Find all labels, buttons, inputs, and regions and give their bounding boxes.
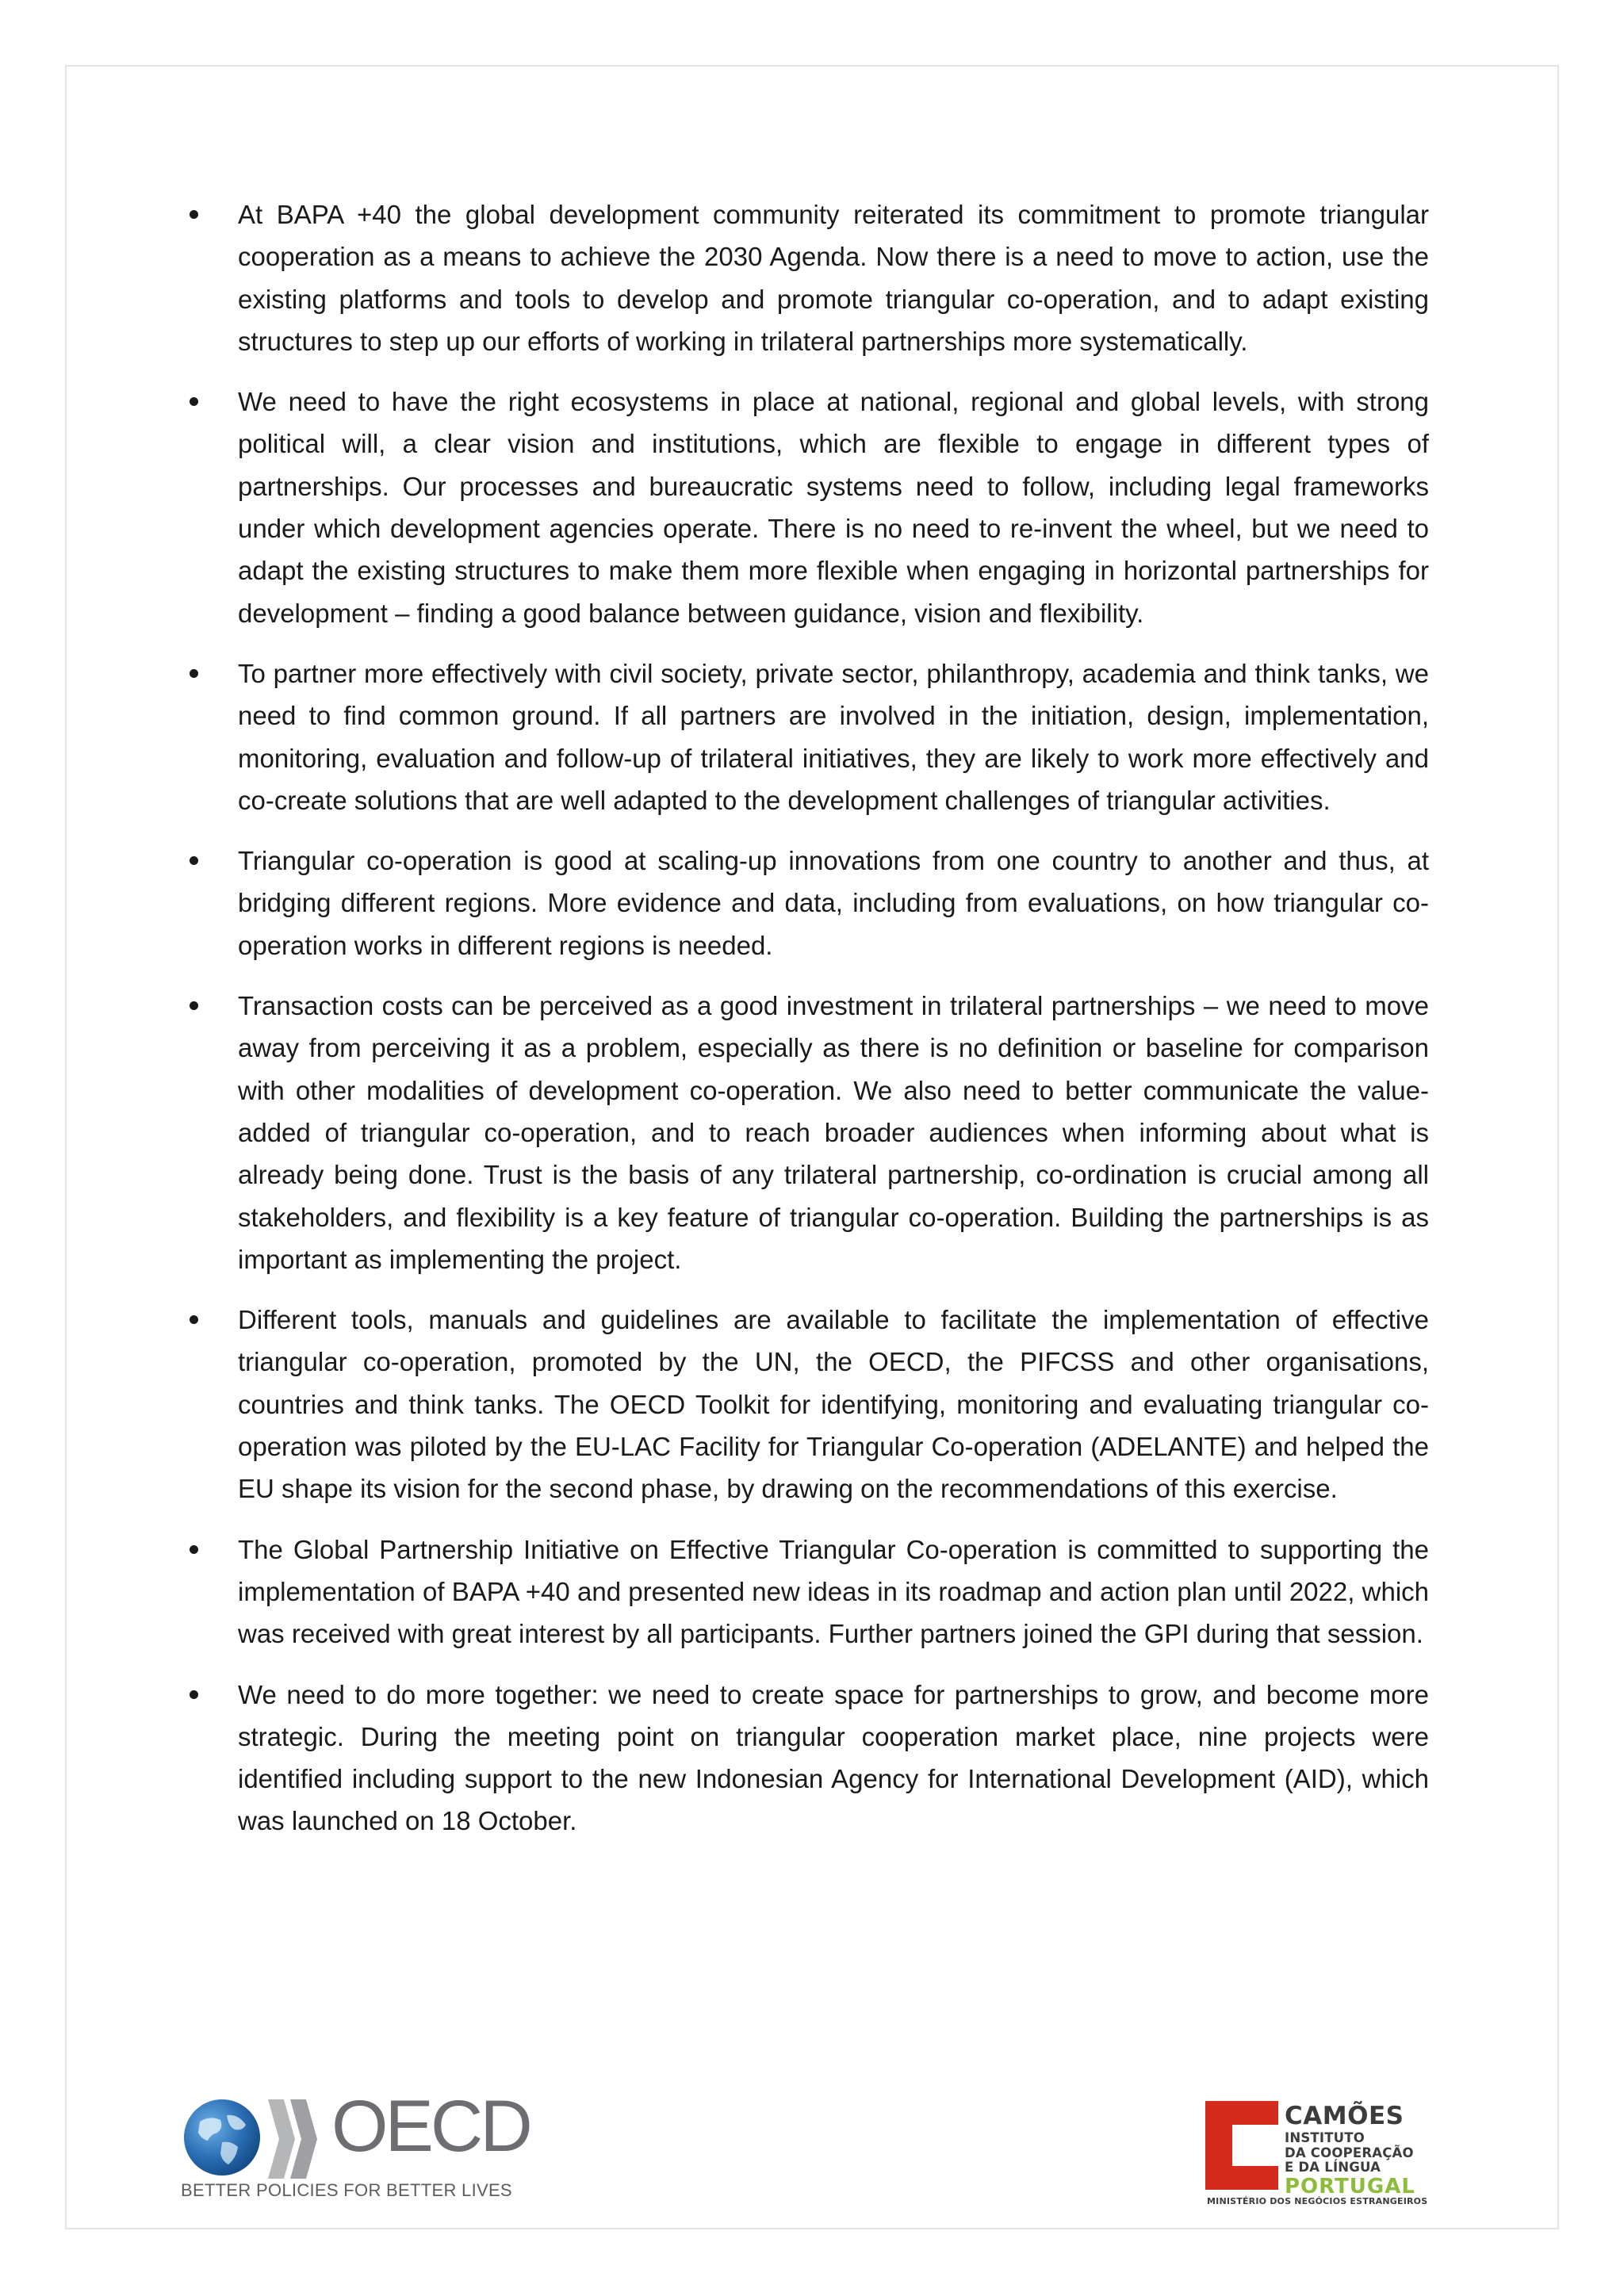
camoes-line-2: DA COOPERAÇÃO xyxy=(1285,2145,1414,2160)
bullet-text: To partner more effectively with civil society, private sector, philanthropy, academia and think tanks, we need to find common ground. If all partners are involved in the initiation, design, implementation, monitoring, evaluation and follow-up of trilateral initiatives, they are likely to work more effectively and co-create solutions that are well adapted to the development challenges of triangular activities. xyxy=(238,658,1429,815)
bullet-item xyxy=(238,652,1429,821)
bullet-list xyxy=(238,193,1429,1843)
document-body xyxy=(238,193,1429,1861)
camoes-line-3: E DA LÍNGUA xyxy=(1285,2160,1381,2175)
bullet-item xyxy=(238,381,1429,634)
bullet-dot-icon xyxy=(190,1545,198,1554)
bullet-item xyxy=(238,840,1429,966)
bullet-text: We need to have the right ecosystems in place at national, regional and global levels, with strong political will, a clear vision and institutions, which are flexible to engage in different types of partnerships. Our processes and bureaucratic systems need to follow, including legal frameworks under which development agencies operate. There is no need to re-invent the wheel, but we need to adapt the existing structures to make them more flexible when engaging in horizontal partnerships for development – finding a good balance between guidance, vision and flexibility. xyxy=(238,387,1429,628)
bullet-item xyxy=(238,985,1429,1280)
bullet-item xyxy=(238,193,1429,362)
camoes-name: CAMÕES xyxy=(1285,2102,1404,2130)
oecd-wordmark: OECD xyxy=(331,2086,530,2167)
globe-icon xyxy=(182,2098,262,2177)
bullet-text: At BAPA +40 the global development community reiterated its commitment to promote triangular cooperation as a means to achieve the 2030 Agenda. Now there is a need to move to action, use the existing platforms and tools to develop and promote triangular co-operation, and to adapt existing structures to step up our efforts of working in trilateral partnerships more systematically. xyxy=(238,200,1429,356)
camoes-wordmark xyxy=(1285,2104,1415,2197)
bullet-text: We need to do more together: we need to create space for partnerships to grow, and become more strategic. During the meeting point on triangular cooperation market place, nine projects were identified including support to the new Indonesian Agency for International Development (AID), which was launched on 18 October. xyxy=(238,1679,1429,1836)
bullet-text: The Global Partnership Initiative on Effective Triangular Co-operation is committed to supporting the implementation of BAPA +40 and presented new ideas in its roadmap and action plan until 2022, which was received with great interest by all participants. Further partners joined the GPI during that session. xyxy=(238,1534,1429,1649)
camoes-line-1: INSTITUTO xyxy=(1285,2130,1365,2145)
bullet-text: Transaction costs can be perceived as a good investment in trilateral partnerships – we need to move away from perceiving it as a problem, especially as there is no definition or baseline for comparison with other modalities of development co-operation. We also need to better communicate the value-added of triangular co-operation, and to reach broader audiences when informing about what is already being done. Trust is the basis of any trilateral partnership, co-ordination is crucial among all stakeholders, and flexibility is a key feature of triangular co-operation. Building the partnerships is as important as implementing the project. xyxy=(238,991,1429,1274)
bullet-text: Triangular co-operation is good at scaling-up innovations from one country to another and thus, at bridging different regions. More evidence and data, including from evaluations, on how triangular co-operation works in different regions is needed. xyxy=(238,846,1429,960)
camoes-logo xyxy=(1205,2101,1443,2212)
bullet-text: Different tools, manuals and guidelines are available to facilitate the implementation of effective triangular co-operation, promoted by the UN, the OECD, the PIFCSS and other organisations, countries and think tanks. The OECD Toolkit for identifying, monitoring and evaluating triangular co-operation was piloted by the EU-LAC Facility for Triangular Co-operation (ADELANTE) and helped the EU shape its vision for the second phase, by drawing on the recommendations of this exercise. xyxy=(238,1305,1429,1504)
bullet-dot-icon xyxy=(190,1001,198,1010)
bullet-dot-icon xyxy=(190,210,198,219)
bullet-item xyxy=(238,1299,1429,1510)
bullet-dot-icon xyxy=(190,669,198,678)
camoes-c-icon xyxy=(1205,2101,1278,2190)
oecd-tagline: BETTER POLICIES FOR BETTER LIVES xyxy=(181,2180,512,2200)
bullet-item xyxy=(238,1529,1429,1655)
camoes-ministry: MINISTÉRIO DOS NEGÓCIOS ESTRANGEIROS xyxy=(1207,2196,1428,2206)
camoes-country: PORTUGAL xyxy=(1285,2174,1415,2198)
bullet-dot-icon xyxy=(190,1690,198,1699)
bullet-item xyxy=(238,1674,1429,1843)
chevron-icon xyxy=(263,2096,331,2182)
oecd-logo xyxy=(181,2086,530,2206)
